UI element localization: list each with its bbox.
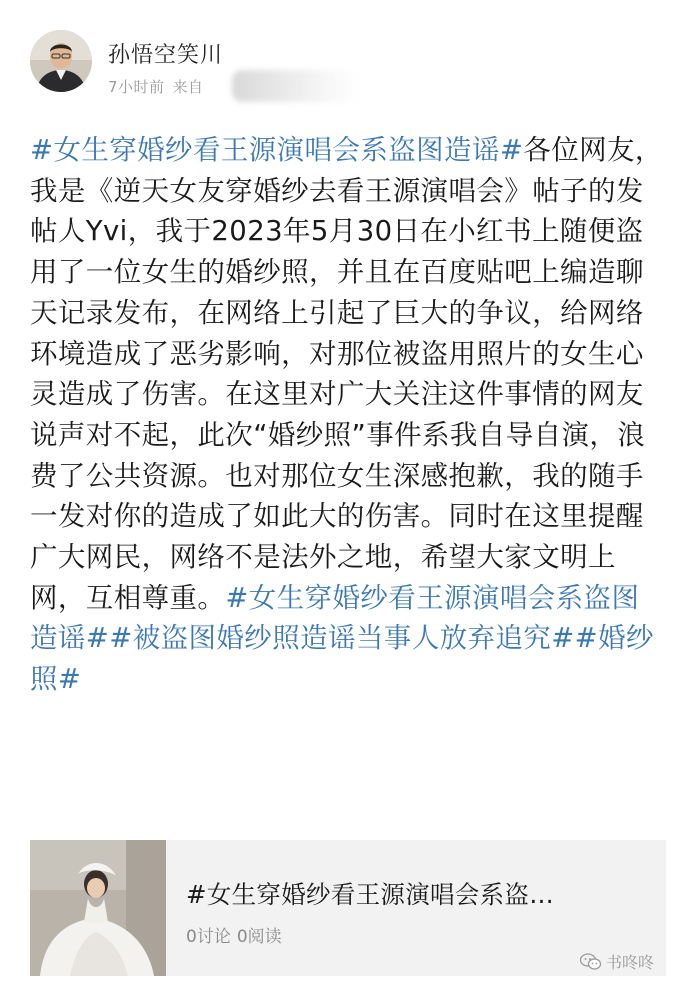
post-text: 各位网友，我是《逆天女友穿婚纱去看王源演唱会》帖子的发帖人Yvi，我于2023年5月30日在小红书上随便盗用了一位女生的婚纱照，并且在百度贴吧上编造聊天记录发布，在网络上引起了巨大的争议，给网络环境造成了恶劣影响，对那位被盗用照片的女生心灵造成了伤害。在这里对广大关注这件事情的网友说声对不起，此次“婚纱照”事件系我自导自演，浪费了公共资源。也对那位女生深感抱歉，我的随手一发对你的造成了如此大的伤害。同时在这里提醒广大网民，网络不是法外之地，希望大家文明上网，互相尊重。 [30, 134, 663, 614]
hashtag-link[interactable]: #女生穿婚纱看王源演唱会系盗图造谣# [30, 134, 524, 166]
card-stats [186, 922, 282, 947]
hashtag-link[interactable]: #婚纱照# [30, 622, 654, 696]
hashtag-link[interactable]: #被盗图婚纱照造谣当事人放弃追究# [109, 622, 575, 655]
wechat-logo-icon [580, 953, 602, 971]
card-reads: 0阅读 [236, 927, 282, 947]
hashtag-link[interactable]: #女生穿婚纱看王源演唱会系盗图造谣# [30, 581, 640, 655]
watermark-text: 书咚咚 [606, 953, 655, 972]
card-discussions: 0讨论 [186, 927, 231, 947]
post-source-prefix: 来自 [172, 78, 204, 96]
watermark [580, 950, 654, 973]
post-meta [108, 76, 204, 97]
card-thumbnail [30, 840, 166, 976]
topic-card[interactable] [30, 840, 666, 976]
author-name[interactable]: 孙悟空笑川 [108, 43, 224, 68]
post-body [30, 130, 666, 700]
card-title[interactable]: #女生穿婚纱看王源演唱会系盗… [186, 880, 555, 909]
post-time: 7小时前 [108, 78, 165, 96]
blurred-source [232, 70, 362, 102]
author-avatar[interactable] [30, 30, 92, 92]
